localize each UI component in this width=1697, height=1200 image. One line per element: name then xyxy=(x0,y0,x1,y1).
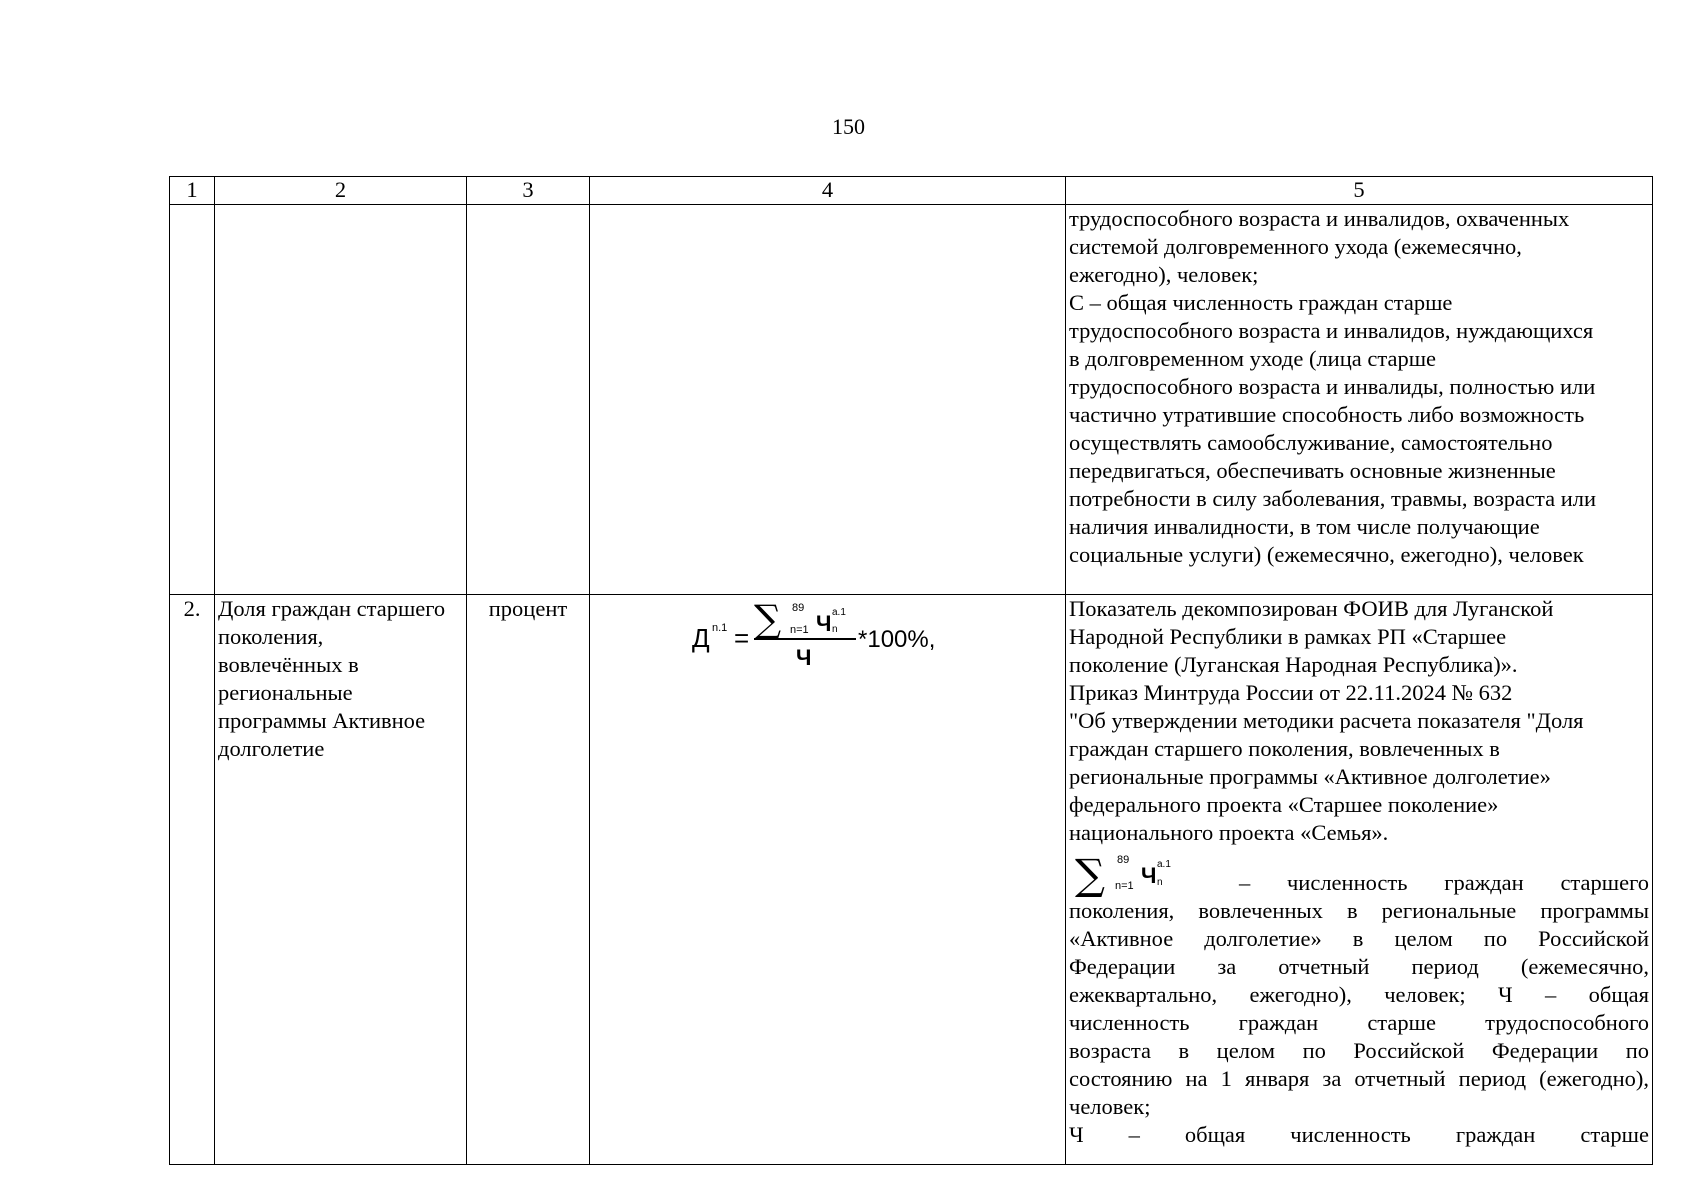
text-line: С – общая численность граждан старше xyxy=(1069,290,1453,315)
formula-term-sub: n xyxy=(1157,877,1163,888)
text-line: ежеквартально, ежегодно), человек; Ч – общая xyxy=(1069,982,1649,1007)
text-line: передвигаться, обеспечивать основные жизненные xyxy=(1069,458,1556,483)
text-line: поколения, вовлеченных в региональные программы xyxy=(1069,898,1649,923)
formula-term: Ч xyxy=(815,611,831,636)
formula-sum-sup: 89 xyxy=(1117,854,1130,866)
text-line: национального проекта «Семья». xyxy=(1069,820,1389,845)
text-line: частично утратившие способность либо возможность xyxy=(1069,402,1585,427)
header-col-3: 3 xyxy=(467,177,590,205)
row-b-methodology xyxy=(1066,595,1653,1165)
text-line: Федерации за отчетный период (ежемесячно, xyxy=(1069,954,1649,979)
text-line: программы Активное xyxy=(218,708,426,733)
formula-term-sup: a.1 xyxy=(1157,859,1171,870)
header-col-5: 5 xyxy=(1066,177,1653,205)
text-line: системой долговременного ухода (ежемесячно, xyxy=(1069,234,1522,259)
text-line: Ч – общая численность граждан старше xyxy=(1069,1122,1649,1147)
page-number: 150 xyxy=(832,114,865,139)
row-b-formula-cell xyxy=(590,595,1066,1165)
text-line: долголетие xyxy=(218,736,325,761)
formula-sum-sub: n=1 xyxy=(789,624,809,636)
text-line: возраста в целом по Российской Федерации по xyxy=(1069,1038,1649,1063)
row-a-col-3 xyxy=(467,205,590,595)
sigma-icon: ∑ xyxy=(753,597,781,641)
text-line: в долговременном уходе (лица старше xyxy=(1069,346,1437,371)
text-line: «Активное долголетие» в целом по Российской xyxy=(1069,926,1649,951)
formula-term-sub: n xyxy=(831,624,838,635)
table-row xyxy=(170,205,1653,595)
formula-lhs: Д xyxy=(691,623,710,653)
row-a-methodology xyxy=(1066,205,1653,595)
row-b-number: 2. xyxy=(170,595,215,1165)
row-a-col-4 xyxy=(590,205,1066,595)
sum-formula-image xyxy=(1069,847,1199,897)
sigma-icon: ∑ xyxy=(1075,850,1105,897)
formula-tail: *100%, xyxy=(857,626,935,653)
header-col-2: 2 xyxy=(215,177,467,205)
formula-term: Ч xyxy=(1141,863,1157,888)
text-line: человек; xyxy=(1069,1094,1151,1119)
text-line: Показатель декомпозирован ФОИВ для Луганской xyxy=(1069,596,1554,621)
row-a-col-2 xyxy=(215,205,467,595)
formula-denominator: Ч xyxy=(795,645,811,670)
text-line: граждан старшего поколения, вовлеченных в xyxy=(1069,736,1500,761)
text-line: Народной Республики в рамках РП «Старшее xyxy=(1069,624,1507,649)
table-row xyxy=(170,595,1653,1165)
table-header-row xyxy=(170,177,1653,205)
formula-image xyxy=(688,595,968,675)
formula-sum-sub: n=1 xyxy=(1115,880,1134,892)
text-line: Доля граждан старшего xyxy=(218,596,446,621)
text-line: численность граждан старше трудоспособного xyxy=(1069,1010,1649,1035)
text-line: трудоспособного возраста и инвалиды, полностью или xyxy=(1069,374,1596,399)
text-line: федерального проекта «Старшее поколение» xyxy=(1069,792,1499,817)
text-line: потребности в силу заболевания, травмы, возраста или xyxy=(1069,486,1597,511)
text-line: осуществлять самообслуживание, самостоятельно xyxy=(1069,430,1553,455)
formula-equals: = xyxy=(733,623,749,653)
header-col-4: 4 xyxy=(590,177,1066,205)
header-col-1: 1 xyxy=(170,177,215,205)
text-line: наличия инвалидности, в том числе получающие xyxy=(1069,514,1540,539)
text-line: – численность граждан старшего xyxy=(1239,870,1649,895)
text-line: ежегодно), человек; xyxy=(1069,262,1259,287)
text-line: региональные программы «Активное долголетие» xyxy=(1069,764,1551,789)
text-line: вовлечённых в xyxy=(218,652,359,677)
text-line: трудоспособного возраста и инвалидов, нуждающихся xyxy=(1069,318,1594,343)
sum-definition-line xyxy=(1069,847,1649,897)
formula-sum-sup: 89 xyxy=(791,602,804,614)
text-line: социальные услуги) (ежемесячно, ежегодно), человек xyxy=(1069,542,1584,567)
row-a-col-1 xyxy=(170,205,215,595)
text-line: трудоспособного возраста и инвалидов, охваченных xyxy=(1069,206,1570,231)
text-line: "Об утверждении методики расчета показателя "Доля xyxy=(1069,708,1584,733)
row-b-unit: процент xyxy=(467,595,590,1165)
indicator-table xyxy=(169,176,1653,1165)
text-line: поколения, xyxy=(218,624,324,649)
formula-lhs-sup: n.1 xyxy=(711,622,727,634)
text-line: Приказ Минтруда России от 22.11.2024 № 632 xyxy=(1069,680,1513,705)
text-line: региональные xyxy=(218,680,353,705)
text-line: состоянию на 1 января за отчетный период (ежегодно), xyxy=(1069,1066,1649,1091)
formula-term-sup: a.1 xyxy=(831,607,846,618)
row-b-indicator-name xyxy=(215,595,467,1165)
text-line: поколение (Луганская Народная Республика)». xyxy=(1069,652,1518,677)
